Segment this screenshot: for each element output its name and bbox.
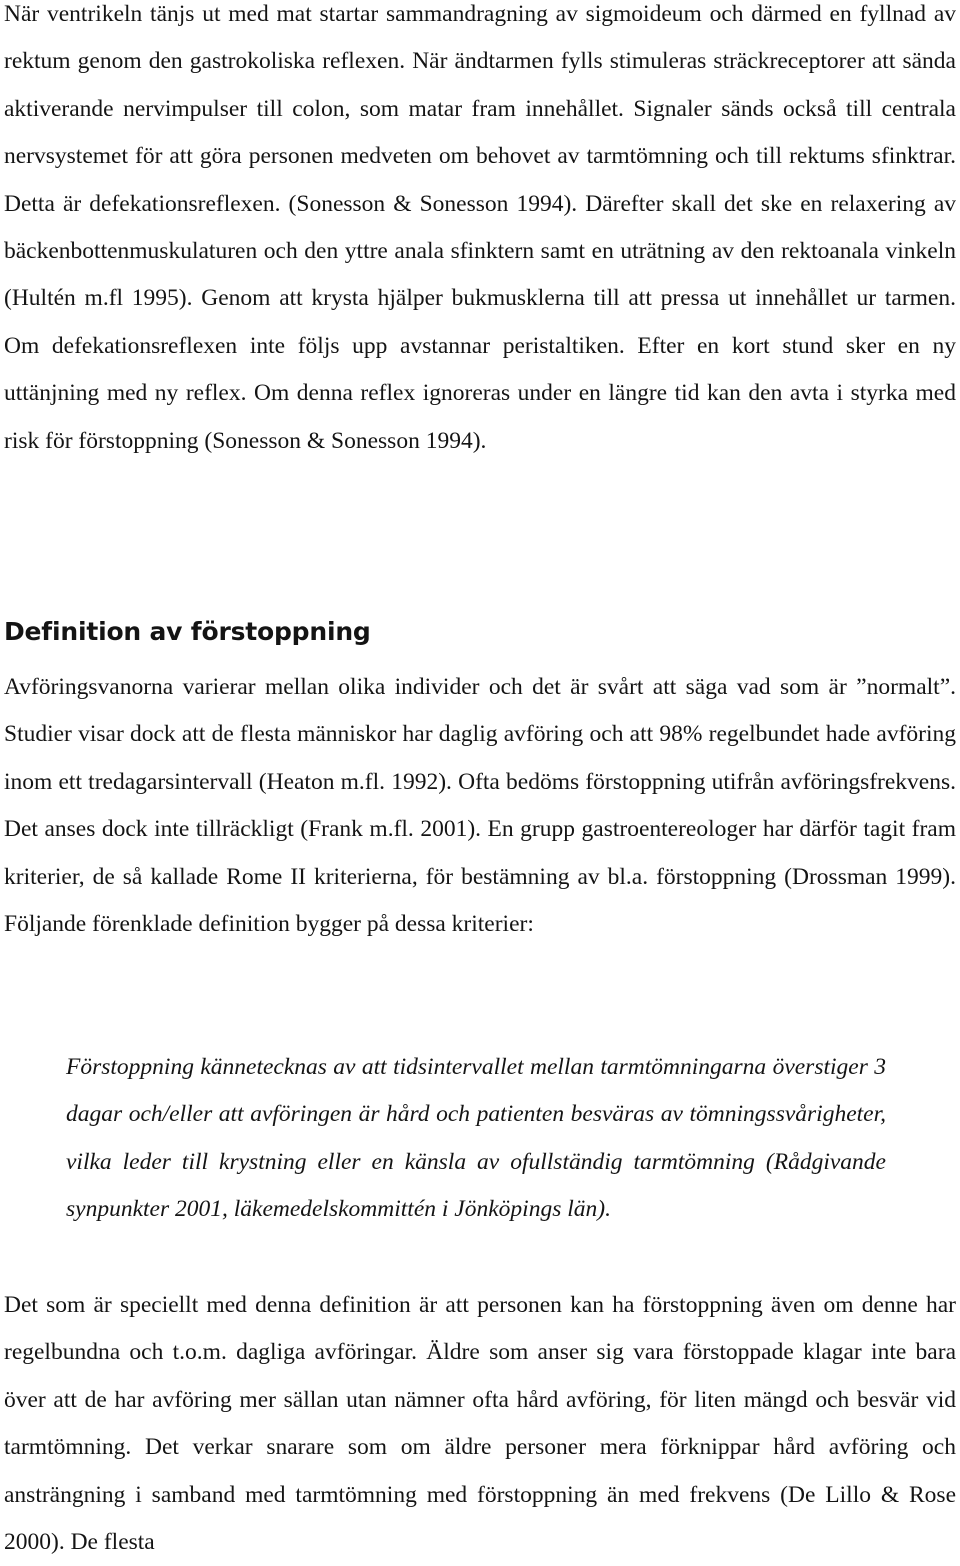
paragraph-elderly-perception: Det som är speciellt med denna definition är att personen kan ha förstoppning även om denne har regelbundna och t.o.m. dagliga avföringar. Äldre som anser sig vara förstoppade klagar inte bara över att de har avföring mer sällan utan nämner ofta hård avföring, för liten mängd och besvär vid tarmtömning. Det verkar snarare som om äldre personer mera förknippar hård avföring och ansträngning i samband med tarmtömning med förstoppning än med frekvens (De Lillo & Rose 2000). De flesta (4, 1292, 956, 1556)
definition-quote: Förstoppning kännetecknas av att tidsintervallet mellan tarmtömningarna överstiger 3 dagar och/eller att avföringen är hård och patienten besväras av tömningssvårigheter, vilka leder till krystning eller en känsla av ofullständig tarmtömning (Rådgivande synpunkter 2001, läkemedelskommittén i Jönköpings län). (66, 1054, 886, 1223)
paragraph-defecation-reflex: När ventrikeln tänjs ut med mat startar sammandragning av sigmoideum och därmed en fyllnad av rektum genom den gastrokoliska reflexen. När ändtarmen fylls stimuleras sträckreceptorer att sända aktiverande nervimpulser till colon, som matar fram innehållet. Signaler sänds också till centrala nervsystemet för att göra personen medveten om behovet av tarmtömning och till rektums sfinktrar. Detta är defekationsreflexen. (Sonesson & Sonesson 1994). Därefter skall det ske en relaxering av bäckenbottenmuskulaturen och den yttre anala sfinktern samt en uträtning av den rektoanala vinkeln (Hultén m.fl 1995). Genom att krysta hjälper bukmusklerna till att pressa ut innehållet ur tarmen. Om defekationsreflexen inte följs upp avstannar peristaltiken. Efter en kort stund sker en ny uttänjning med ny reflex. Om denna reflex ignoreras under en längre tid kan den avta i styrka med risk för förstoppning (Sonesson & Sonesson 1994). (4, 1, 956, 454)
paragraph-definition-intro: Avföringsvanorna varierar mellan olika individer och det är svårt att säga vad som är ”normalt”. Studier visar dock att de flesta människor har daglig avföring och att 98% regelbundet hade avföring inom ett tredagarsintervall (Heaton m.fl. 1992). Ofta bedöms förstoppning utifrån avföringsfrekvens. Det anses dock inte tillräckligt (Frank m.fl. 2001). En grupp gastroentereologer har därför tagit fram kriterier, de så kallade Rome II kriterierna, för bestämning av bl.a. förstoppning (Drossman 1999). Följande förenklade definition bygger på dessa kriterier: (4, 674, 956, 938)
section-heading: Definition av förstoppning (4, 617, 371, 646)
